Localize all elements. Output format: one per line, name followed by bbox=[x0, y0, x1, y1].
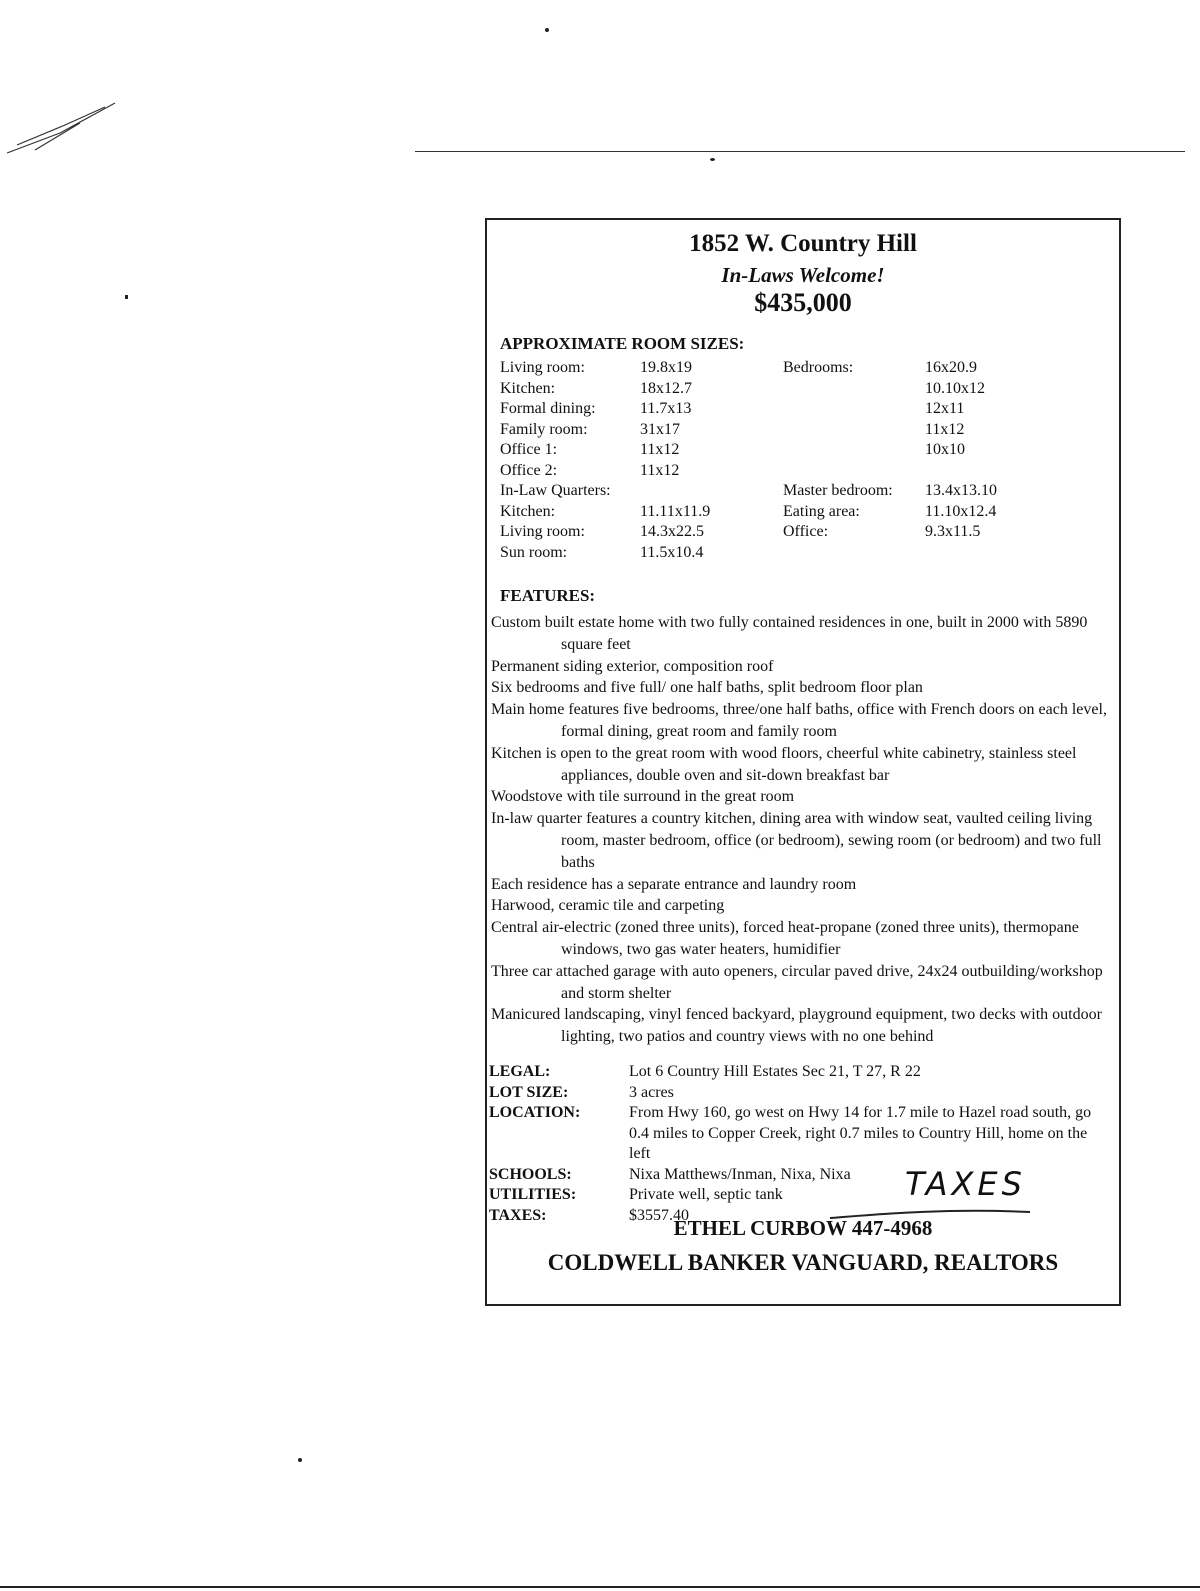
room-name: Office 2: bbox=[500, 461, 558, 479]
detail-label: LEGAL: bbox=[489, 1063, 551, 1080]
room-name: Master bedroom: bbox=[783, 482, 893, 499]
detail-value: 3 acres bbox=[629, 1083, 674, 1101]
room-name: Bedrooms: bbox=[783, 359, 854, 376]
feature-item: Six bedrooms and five full/ one half baths, split bedroom floor plan bbox=[491, 679, 923, 697]
feature-item: Permanent siding exterior, composition roof bbox=[491, 657, 774, 675]
detail-value: $3557.40 bbox=[629, 1206, 689, 1224]
room-size-row bbox=[500, 502, 1100, 523]
feature-item: Custom built estate home with two fully contained residences in one, built in 2000 with 5890 square feet bbox=[491, 614, 1088, 653]
room-dimension: 11.11x11.9 bbox=[640, 502, 711, 520]
room-name: Office: bbox=[783, 523, 829, 540]
listing-flyer bbox=[485, 218, 1121, 1306]
room-name: In-Law Quarters: bbox=[500, 482, 611, 499]
room-size-row bbox=[500, 358, 1100, 379]
feature-item: Each residence has a separate entrance and laundry room bbox=[491, 875, 857, 893]
room-dimension: 14.3x22.5 bbox=[640, 523, 704, 540]
detail-row bbox=[489, 1103, 1109, 1165]
detail-value: Nixa Matthews/Inman, Nixa, Nixa bbox=[629, 1165, 851, 1183]
detail-label: TAXES: bbox=[489, 1206, 547, 1224]
room-name: Sun room: bbox=[500, 543, 568, 561]
scan-speck bbox=[710, 158, 715, 161]
footer-rule bbox=[0, 1586, 1200, 1588]
detail-label: LOT SIZE: bbox=[489, 1083, 569, 1101]
detail-label: SCHOOLS: bbox=[489, 1165, 572, 1183]
features-heading: FEATURES: bbox=[500, 586, 596, 605]
scan-speck bbox=[298, 1458, 302, 1462]
room-dimension: 18x12.7 bbox=[640, 379, 692, 397]
listing-price: $435,000 bbox=[754, 288, 852, 317]
room-dimension: 13.4x13.10 bbox=[925, 482, 997, 499]
feature-item: Three car attached garage with auto openers, circular paved drive, 24x24 outbuilding/workshop and storm shelter bbox=[491, 962, 1103, 1002]
brokerage-name: COLDWELL BANKER VANGUARD, REALTORS bbox=[547, 1250, 1059, 1275]
room-name: Kitchen: bbox=[500, 379, 556, 397]
room-dimension: 11.10x12.4 bbox=[925, 502, 997, 520]
room-dimension: 11.5x10.4 bbox=[640, 543, 704, 561]
detail-value: From Hwy 160, go west on Hwy 14 for 1.7 mile to Hazel road south, go 0.4 miles to Copper Creek, right 0.7 miles to Country Hill, home on the left bbox=[629, 1104, 1092, 1162]
detail-label: UTILITIES: bbox=[489, 1186, 577, 1203]
detail-value: Lot 6 Country Hill Estates Sec 21, T 27, R 22 bbox=[629, 1063, 921, 1080]
header-rule bbox=[415, 151, 1185, 152]
feature-item: Kitchen is open to the great room with wood floors, cheerful white cabinetry, stainless steel appliances, double oven and sit-down breakfast bar bbox=[491, 744, 1077, 784]
feature-item: Central air-electric (zoned three units), forced heat-propane (zoned three units), thermopane windows, two gas water heaters, humidifier bbox=[491, 919, 1079, 958]
room-name: Family room: bbox=[500, 420, 588, 438]
room-dimension: 16x20.9 bbox=[925, 359, 977, 376]
room-size-row bbox=[500, 461, 1100, 482]
room-name: Office 1: bbox=[500, 441, 558, 458]
room-dimension: 11x12 bbox=[640, 441, 680, 458]
detail-value: Private well, septic tank bbox=[629, 1186, 783, 1203]
features-list bbox=[491, 612, 1121, 1048]
agent-contact: ETHEL CURBOW 447-4968 bbox=[673, 1216, 933, 1240]
room-sizes-heading: APPROXIMATE ROOM SIZES: bbox=[500, 334, 745, 353]
room-dimension: 10x10 bbox=[925, 441, 965, 458]
room-dimension: 12x11 bbox=[925, 400, 965, 417]
scan-speck bbox=[125, 295, 128, 299]
detail-row bbox=[489, 1083, 1109, 1104]
room-name: Eating area: bbox=[783, 502, 860, 520]
room-dimension: 11x12 bbox=[640, 461, 680, 479]
room-size-row bbox=[500, 522, 1100, 543]
room-sizes-table bbox=[500, 358, 1100, 563]
detail-row bbox=[489, 1062, 1109, 1083]
feature-item: Harwood, ceramic tile and carpeting bbox=[491, 897, 725, 915]
room-dimension: 10.10x12 bbox=[925, 379, 985, 397]
room-size-row bbox=[500, 543, 1100, 564]
listing-address: 1852 W. Country Hill bbox=[689, 230, 917, 257]
room-dimension: 11.7x13 bbox=[640, 400, 692, 417]
feature-item: Manicured landscaping, vinyl fenced backyard, playground equipment, two decks with outdoor lighting, two patios and country views with no one behind bbox=[491, 1006, 1102, 1046]
room-size-row bbox=[500, 481, 1100, 502]
room-size-row bbox=[500, 399, 1100, 420]
room-size-row bbox=[500, 440, 1100, 461]
pen-scribble-icon bbox=[5, 95, 125, 165]
listing-tagline: In-Laws Welcome! bbox=[721, 263, 885, 287]
detail-label: LOCATION: bbox=[489, 1104, 581, 1121]
room-size-row bbox=[500, 379, 1100, 400]
feature-item: In-law quarter features a country kitchen, dining area with window seat, vaulted ceiling living room, master bedroom, office (or bedroom), sewing room (or bedroom) and two full baths bbox=[491, 810, 1102, 871]
room-name: Living room: bbox=[500, 359, 585, 376]
room-dimension: 19.8x19 bbox=[640, 359, 692, 376]
room-size-row bbox=[500, 420, 1100, 441]
room-dimension: 31x17 bbox=[640, 420, 680, 438]
room-dimension: 9.3x11.5 bbox=[925, 523, 981, 540]
room-name: Formal dining: bbox=[500, 400, 596, 417]
room-dimension: 11x12 bbox=[925, 420, 965, 438]
scan-speck bbox=[545, 28, 549, 32]
room-name: Kitchen: bbox=[500, 502, 556, 520]
feature-item: Woodstove with tile surround in the great room bbox=[491, 788, 795, 806]
feature-item: Main home features five bedrooms, three/one half baths, office with French doors on each level, formal dining, great room and family room bbox=[491, 701, 1107, 740]
handwritten-taxes-text: TAXES bbox=[905, 1165, 1026, 1203]
room-name: Living room: bbox=[500, 523, 585, 540]
